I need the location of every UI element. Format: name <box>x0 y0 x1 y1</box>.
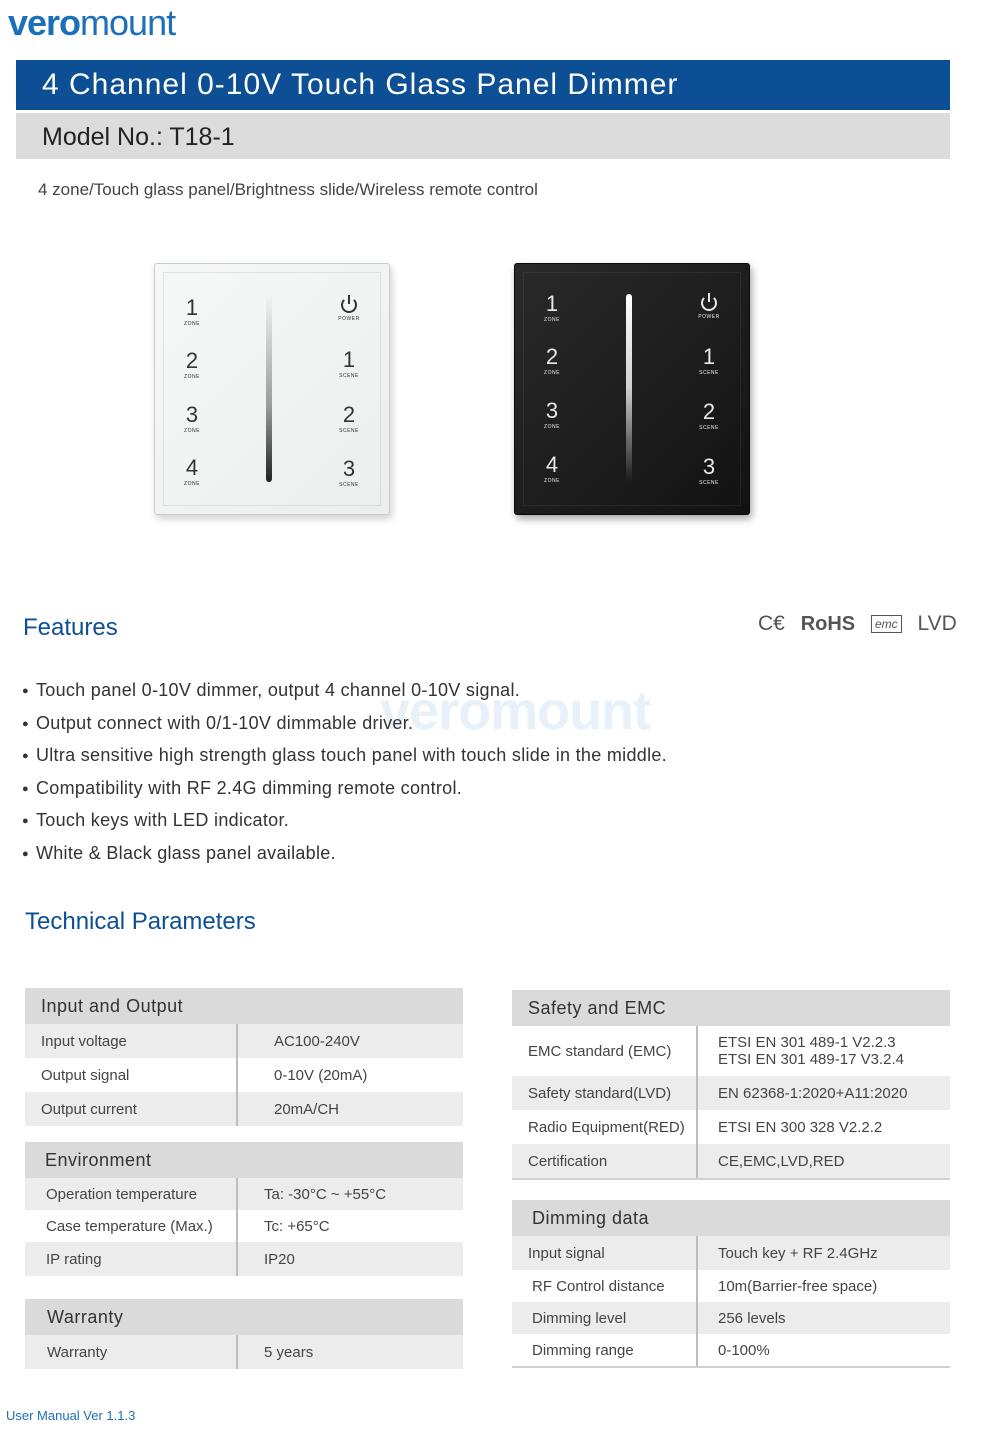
emc-mark: emc <box>871 615 902 633</box>
power-icon <box>341 297 357 313</box>
table-divider <box>512 1366 950 1368</box>
watermark: veromount <box>380 681 651 741</box>
zone-key-1: 1 ZONE <box>184 295 200 327</box>
feature-item: ● Touch panel 0-10V dimmer, output 4 channel 0-10V signal. <box>22 680 667 713</box>
scene-key-3: 3 SCENE <box>699 454 719 486</box>
technical-heading: Technical Parameters <box>25 908 256 935</box>
scene-key-3: 3 SCENE <box>339 456 359 488</box>
model-bar <box>16 113 950 159</box>
power-icon <box>701 295 717 311</box>
brand-logo <box>8 2 175 44</box>
warranty-table <box>25 1299 463 1369</box>
scene-key-1: 1 SCENE <box>699 344 719 376</box>
table-title: Warranty <box>25 1299 463 1335</box>
zone-key-4: 4 ZONE <box>184 455 200 487</box>
table-title: Environment <box>25 1142 463 1178</box>
table-title: Input and Output <box>25 988 463 1024</box>
feature-item: ● White & Black glass panel available. <box>22 843 667 876</box>
table-row: Input signal Touch key + RF 2.4GHz <box>512 1236 950 1270</box>
scene-key-2: 2 SCENE <box>339 402 359 434</box>
table-row: RF Control distance 10m(Barrier-free space) <box>512 1270 950 1302</box>
zone-key-4: 4 ZONE <box>544 452 560 484</box>
table-row: Output signal 0-10V (20mA) <box>25 1058 463 1092</box>
power-key: POWER <box>689 292 729 320</box>
scene-key-1: 1 SCENE <box>339 347 359 379</box>
certification-logos <box>758 612 967 636</box>
page-title: 4 Channel 0-10V Touch Glass Panel Dimmer <box>42 68 679 101</box>
brightness-slider <box>266 294 272 482</box>
feature-item: ● Touch keys with LED indicator. <box>22 810 667 843</box>
environment-table <box>25 1142 463 1276</box>
manual-version: User Manual Ver 1.1.3 <box>6 1408 136 1423</box>
table-row: EMC standard (EMC) ETSI EN 301 489-1 V2.2.3 ETSI EN 301 489-17 V3.2.4 <box>512 1026 950 1076</box>
title-bar <box>16 60 950 110</box>
product-subtitle: 4 zone/Touch glass panel/Brightness slide/Wireless remote control <box>38 180 538 199</box>
safety-emc-table <box>512 990 950 1180</box>
table-title: Dimming data <box>512 1200 950 1236</box>
table-title: Safety and EMC <box>512 990 950 1026</box>
feature-item: ● Compatibility with RF 2.4G dimming remote control. <box>22 778 667 811</box>
table-row: Operation temperature Ta: -30°C ~ +55°C <box>25 1178 463 1210</box>
model-number: Model No.: T18-1 <box>42 123 235 151</box>
rohs-mark: RoHS <box>800 613 856 635</box>
black-panel-image <box>514 263 750 515</box>
table-row: Certification CE,EMC,LVD,RED <box>512 1144 950 1178</box>
input-output-table <box>25 988 463 1126</box>
ce-mark: C€ <box>758 612 785 635</box>
table-divider <box>512 1178 950 1180</box>
brightness-slider <box>626 294 632 482</box>
zone-key-3: 3 ZONE <box>184 402 200 434</box>
table-row: Warranty 5 years <box>25 1335 463 1369</box>
logo-part1: vero <box>8 2 81 43</box>
zone-key-2: 2 ZONE <box>544 344 560 376</box>
table-row: Input voltage AC100-240V <box>25 1024 463 1058</box>
table-row: Radio Equipment(RED) ETSI EN 300 328 V2.2.2 <box>512 1110 950 1144</box>
features-heading: Features <box>23 614 118 641</box>
lvd-mark: LVD <box>917 612 957 635</box>
zone-key-1: 1 ZONE <box>544 291 560 323</box>
white-panel-image <box>154 263 390 515</box>
feature-item: ● Output connect with 0/1-10V dimmable driver. <box>22 713 667 746</box>
scene-key-2: 2 SCENE <box>699 399 719 431</box>
table-row: Dimming level 256 levels <box>512 1302 950 1334</box>
power-key: POWER <box>329 294 369 322</box>
dimming-data-table <box>512 1200 950 1368</box>
logo-part2: mount <box>80 2 176 43</box>
features-list <box>22 680 667 875</box>
table-row: Safety standard(LVD) EN 62368-1:2020+A11:2020 <box>512 1076 950 1110</box>
zone-key-2: 2 ZONE <box>184 348 200 380</box>
table-row: IP rating IP20 <box>25 1242 463 1276</box>
feature-item: ● Ultra sensitive high strength glass touch panel with touch slide in the middle. <box>22 745 667 778</box>
table-row: Dimming range 0-100% <box>512 1334 950 1366</box>
zone-key-3: 3 ZONE <box>544 398 560 430</box>
table-row: Output current 20mA/CH <box>25 1092 463 1126</box>
table-row: Case temperature (Max.) Tc: +65°C <box>25 1210 463 1242</box>
